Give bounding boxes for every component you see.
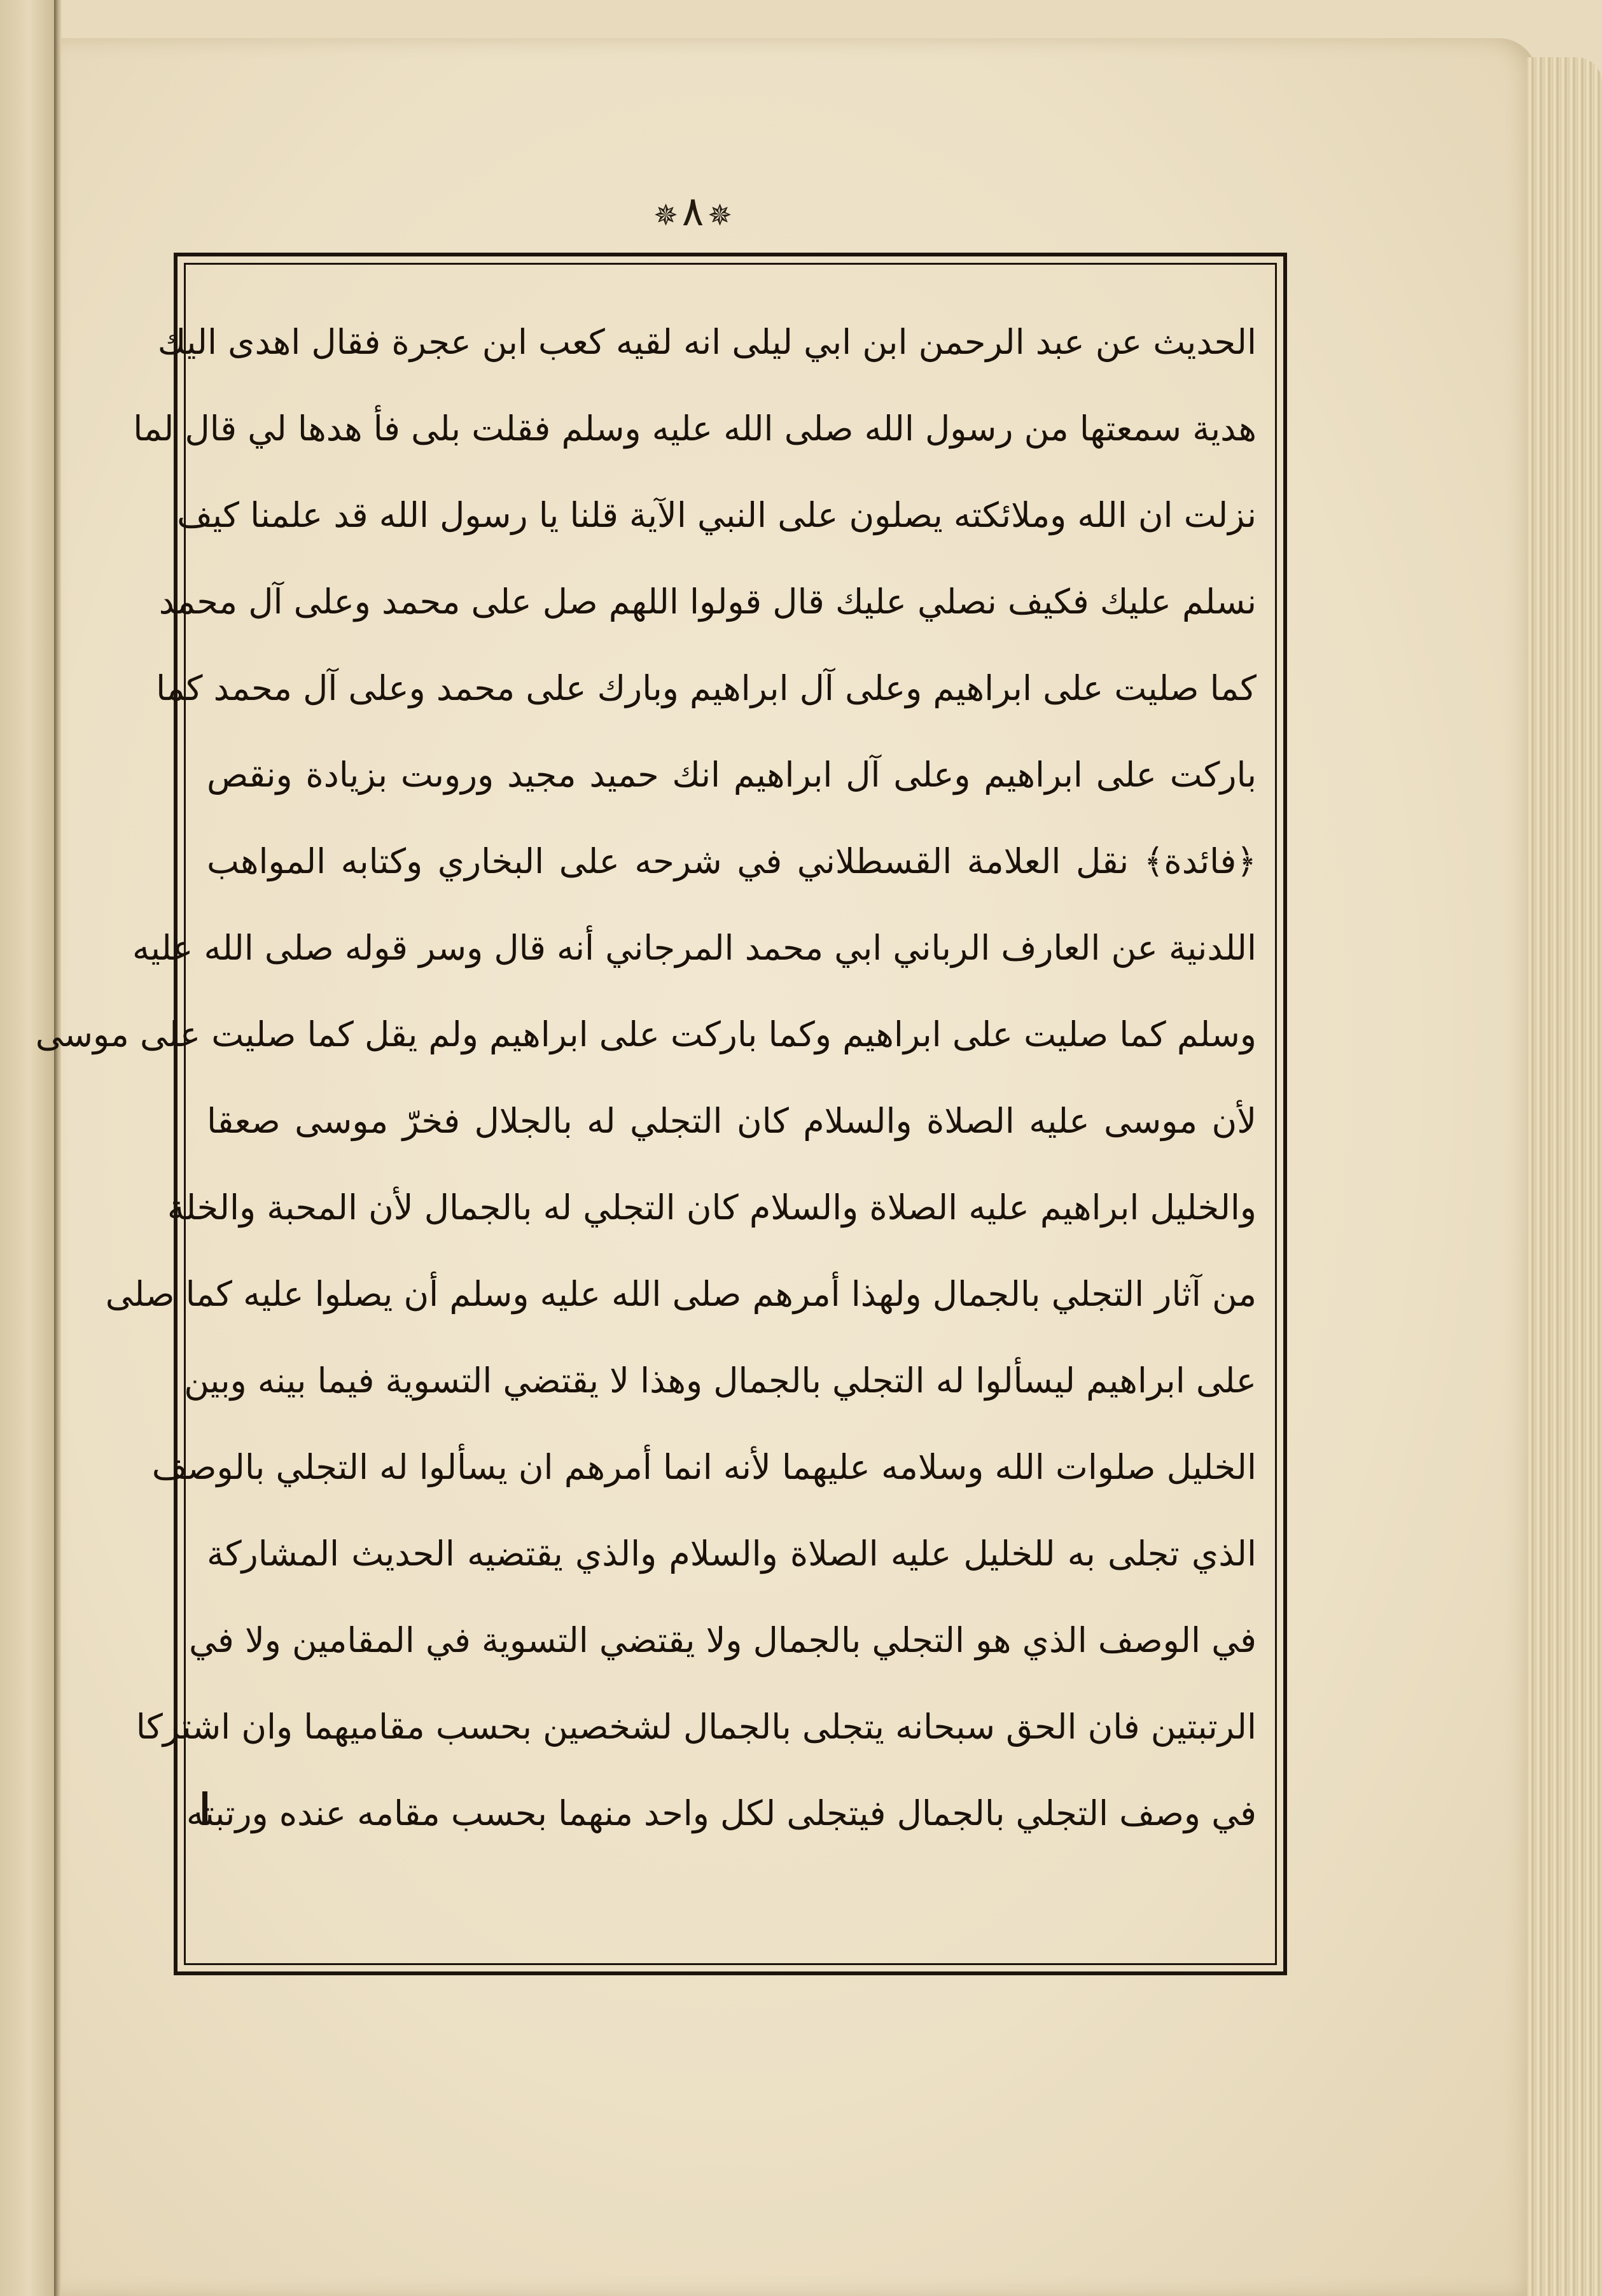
text-line: كما صليت على ابراهيم وعلى آل ابراهيم وبارك على محمد وعلى آل محمد كما — [156, 668, 1257, 708]
text-line: باركت على ابراهيم وعلى آل ابراهيم انك حميد مجيد وروىت بزيادة ونقص — [207, 755, 1257, 795]
text-line: الذي تجلى به للخليل عليه الصلاة والسلام والذي يقتضيه الحديث المشاركة — [207, 1534, 1257, 1574]
page-fore-edge — [1527, 57, 1602, 2296]
text-line: على ابراهيم ليسألوا له التجلي بالجمال وهذا لا يقتضي التسوية فيما بينه وبين — [184, 1361, 1257, 1401]
text-line: نسلم عليك فكيف نصلي عليك قال قولوا اللهم صل على محمد وعلى آل محمد — [158, 582, 1257, 622]
previous-page-edge — [0, 0, 56, 2296]
text-line: الحديث عن عبد الرحمن ابن ابي ليلى انه لقيه كعب ابن عجرة فقال اهدى اليك — [157, 322, 1257, 362]
arabic-text-block — [35, 299, 1257, 1954]
text-line: من آثار التجلي بالجمال ولهذا أمرهم صلى الله عليه وسلم أن يصلوا عليه كما صلى — [105, 1274, 1257, 1314]
text-line: نزلت ان الله وملائكته يصلون على النبي الآية قلنا يا رسول الله قد علمنا كيف — [177, 495, 1257, 535]
text-line: ﴿فائدة﴾ نقل العلامة القسطلاني في شرحه على البخاري وكتابه المواهب — [207, 841, 1257, 881]
text-line: اللدنية عن العارف الرباني ابي محمد المرجاني أنه قال وسر قوله صلى الله عليه — [132, 928, 1257, 968]
page-number-ornament-right: ✵ — [707, 197, 732, 232]
text-line: وسلم كما صليت على ابراهيم وكما باركت على ابراهيم ولم يقل كما صليت على موسى — [35, 1014, 1257, 1054]
page-number-ornament-left: ✵ — [653, 197, 678, 232]
page-number-value: ٨ — [681, 188, 704, 235]
text-line: الخليل صلوات الله وسلامه عليهما لأنه انما أمرهم ان يسألوا له التجلي بالوصف — [151, 1447, 1257, 1487]
text-line: والخليل ابراهيم عليه الصلاة والسلام كان التجلي له بالجمال لأن المحبة والخلة — [167, 1187, 1257, 1228]
text-line: في الوصف الذي هو التجلي بالجمال ولا يقتضي التسوية في المقامين ولا في — [189, 1620, 1257, 1660]
text-line: الرتبتين فان الحق سبحانه يتجلى بالجمال لشخصين بحسب مقاميهما وان اشتركا — [136, 1707, 1257, 1747]
text-line: هدية سمعتها من رسول الله صلى الله عليه وسلم فقلت بلى فأ هدها لي قال لما — [133, 409, 1257, 449]
page-number — [642, 183, 744, 241]
text-line: في وصف التجلي بالجمال فيتجلى لكل واحد منهما بحسب مقامه عنده ورتبته — [186, 1793, 1257, 1833]
text-line: لأن موسى عليه الصلاة والسلام كان التجلي له بالجلال فخرّ موسى صعقا — [207, 1101, 1257, 1141]
